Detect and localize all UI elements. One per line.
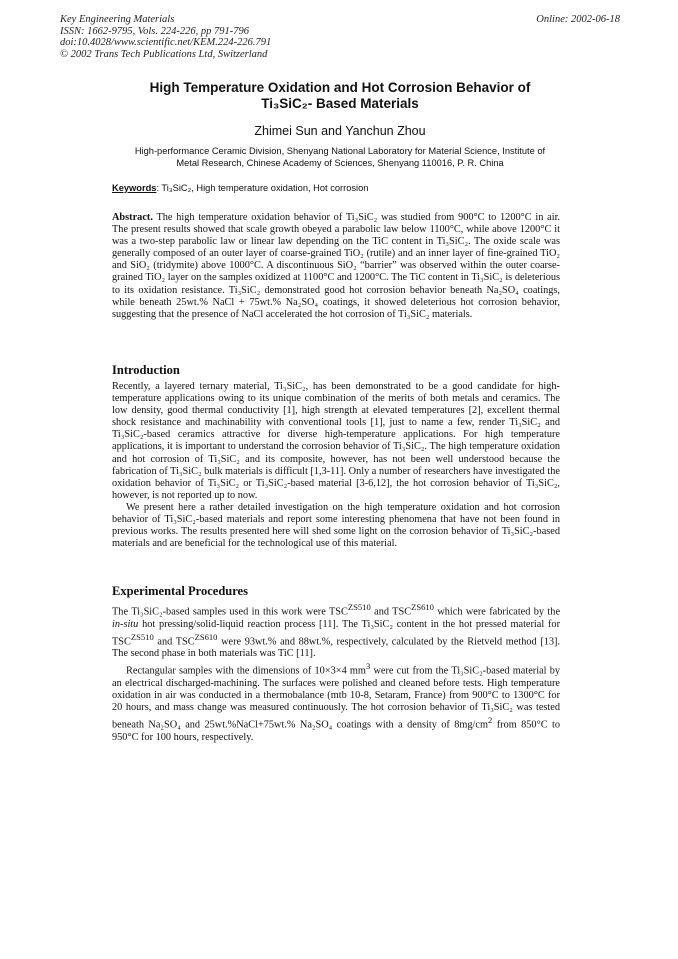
introduction-body bbox=[112, 381, 560, 550]
experimental-heading: Experimental Procedures bbox=[112, 584, 248, 598]
journal-name: Key Engineering Materials bbox=[60, 14, 175, 25]
journal-copyright: © 2002 Trans Tech Publications Ltd, Switzerland bbox=[60, 48, 268, 60]
journal-header bbox=[60, 14, 620, 60]
keywords-list: : Ti₃SiC₂, High temperature oxidation, Hot corrosion bbox=[156, 183, 369, 193]
authors: Zhimei Sun and Yanchun Zhou bbox=[254, 124, 426, 138]
affiliation-line-1: High-performance Ceramic Division, Shenyang National Laboratory for Material Science, Institute of bbox=[134, 146, 546, 156]
experimental-body bbox=[112, 601, 560, 744]
abstract-label: Abstract. bbox=[112, 212, 153, 223]
experimental-paragraph-2: Rectangular samples with the dimensions of 10×3×4 $mm^3$ were cut from the Ti₃SiC₂-based material by an electrical discharged-machining. The surfaces were polished and cleaned before tests. High temperature oxidation in air was conducted in a thermobalance (mtb 10-8, Setaram, France) from 900°C to 1300°C for 20 hours, and mass change was measured continuously. The hot corrosion behavior of Ti₃SiC₂ was tested beneath Na₂SO₄ and 25wt.%NaCl+75wt.% Na₂SO₄ coatings with a density of $8mg/cm^2$ from 850°C to 950°C for 100 hours, respectively. bbox=[112, 661, 560, 743]
affiliation bbox=[110, 146, 570, 170]
title-line-2: Ti₃SiC₂- Based Materials bbox=[261, 96, 419, 111]
journal-doi: doi:10.4028/www.scientific.net/KEM.224-226.791 bbox=[60, 37, 272, 49]
paper-title bbox=[60, 80, 620, 112]
affiliation-line-2: Metal Research, Chinese Academy of Sciences, Shenyang 110016, P. R. China bbox=[176, 157, 504, 168]
introduction-heading: Introduction bbox=[112, 363, 180, 377]
journal-issn: ISSN: 1662-9795, Vols. 224-226, pp 791-796 bbox=[60, 25, 249, 37]
experimental-paragraph-1: The Ti₃SiC₂-based samples used in this work were $TSC^{ZS510}$ and $TSC^{ZS610}$ which were fabricated by the in-situ hot pressing/solid-liquid reaction process [11]. The Ti₃SiC₂ content in the hot pressed material for $TSC^{ZS510}$ and $TSC^{ZS610}$ were 93wt.% and 88wt.%, respectively, calculated by the Rietveld method [13]. The second phase in both materials was TiC [11]. bbox=[112, 602, 561, 660]
keywords-label: Keywords bbox=[112, 183, 157, 193]
introduction-paragraph-1: Recently, a layered ternary material, Ti₃SiC₂, has been demonstrated to be a good candidate for high-temperature applications owing to its unique combination of the merits of both metals and ceramics. The low density, good thermal conductivity [1], high strength at elevated temperatures [2], excellent thermal shock resistance and machinability with conventional tools [1], just to name a few, render Ti₃SiC₂ and Ti₃SiC₂-based ceramics attractive for diverse high-temperature applications. For high temperature applications, it is important to understand the corrosion behavior of Ti₃SiC₂. The high temperature oxidation and hot corrosion of Ti₃SiC₂ and its composite, however, has not been well understood because the fabrication of Ti₃SiC₂ bulk materials is difficult [1,3-11]. Only a number of researchers have investigated the oxidation behavior of Ti₃SiC₂ or Ti₃SiC₂-based material [3-6,12], the hot corrosion behavior of Ti₃SiC₂, however, is not reported up to now. bbox=[112, 381, 560, 501]
title-line-1: High Temperature Oxidation and Hot Corrosion Behavior of bbox=[149, 80, 531, 95]
keywords bbox=[112, 183, 562, 193]
introduction-paragraph-2: We present here a rather detailed investigation on the high temperature oxidation and hot corrosion behavior of Ti₃SiC₂-based materials and report some interesting phenomena that have not been found in previous works. The results presented here will shed some light on the corrosion behavior of Ti₃SiC₂-based materials and are beneficial for the technological use of this material. bbox=[112, 501, 560, 550]
abstract-text: The high temperature oxidation behavior of Ti₃SiC₂ was studied from 900°C to 1200°C in air. The present results showed that scale growth obeyed a parabolic law below 1100°C, while above 1200°C it was a two-step parabolic law or linear law depending on the TiC content in Ti₃SiC₂. The oxide scale was generally composed of an outer layer of coarse-grained TiO₂ (rutile) and an inner layer of fine-grained TiO₂ and SiO₂ (tridymite) above 1000°C. A discontinuous SiO₂ “barrier” was observed within the outer coarse-grained TiO₂ layer on the samples oxidized at 1100°C and 1200°C. The TiC content in Ti₃SiC₂ is deleterious to its oxidation resistance. Ti₃SiC₂ demonstrated good hot corrosion behavior beneath Na₂SO₄ coatings, while beneath 25wt.% NaCl + 75wt.% Na₂SO₄ coatings, it showed deleterious hot corrosion behavior, suggesting that the presence of NaCl accelerated the hot corrosion of Ti₃SiC₂ materials. bbox=[112, 212, 560, 320]
online-date: Online: 2002-06-18 bbox=[536, 14, 620, 25]
abstract bbox=[112, 212, 560, 321]
